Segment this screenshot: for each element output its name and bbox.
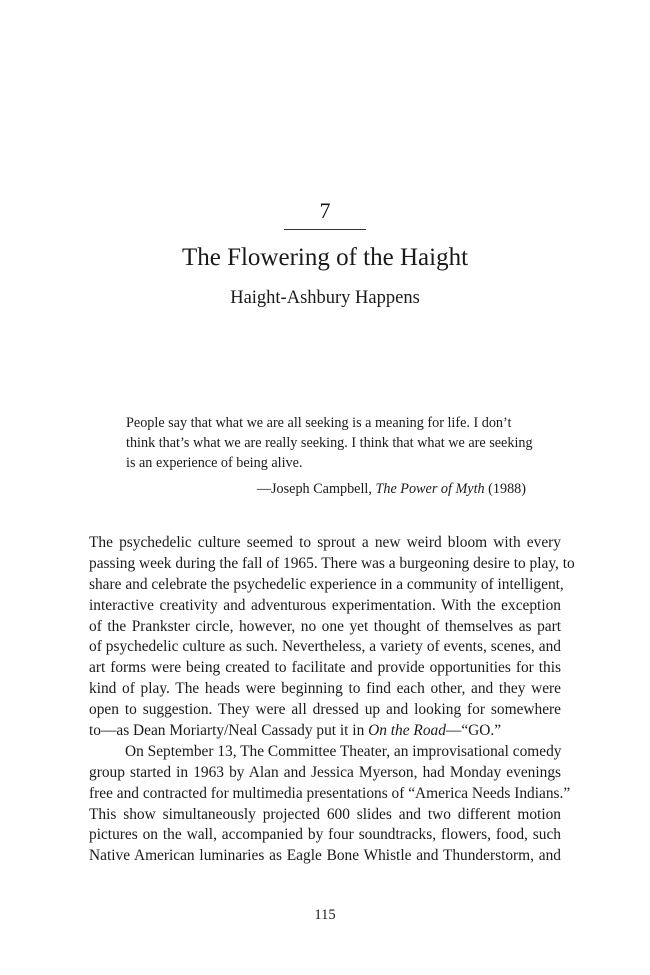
attribution-work-title: The Power of Myth	[375, 481, 485, 497]
body-line: This show simultaneously projected 600 slides and two different motion	[89, 805, 561, 823]
body-line: of psychedelic culture as such. Nevertheless, a variety of events, scenes, and	[89, 638, 561, 656]
page-number: 115	[314, 907, 336, 923]
epigraph-attribution	[126, 479, 526, 499]
chapter-subtitle: Haight-Ashbury Happens	[230, 288, 420, 308]
body-line: of the Prankster circle, however, no one yet thought of themselves as part	[89, 617, 561, 635]
epigraph-line: is an experience of being alive.	[126, 455, 303, 471]
body-text	[89, 533, 575, 867]
epigraph-line: think that’s what we are really seeking. I think that what we are seeking	[126, 435, 533, 451]
body-line: group started in 1963 by Alan and Jessica Myerson, had Monday evenings	[89, 763, 561, 781]
attribution-year: (1988)	[484, 481, 526, 497]
body-line: open to suggestion. They were all dressed up and looking for somewhere	[89, 701, 561, 719]
chapter-number: 7	[319, 198, 331, 223]
body-line-text: —“GO.”	[445, 722, 502, 740]
body-line-paragraph-end	[89, 721, 561, 742]
body-line-paragraph-start: On September 13, The Committee Theater, an improvisational comedy	[125, 742, 562, 760]
body-line: pictures on the wall, accompanied by four soundtracks, flowers, food, such	[89, 826, 561, 844]
body-line: free and contracted for multimedia presentations of “America Needs Indians.”	[89, 784, 571, 802]
body-line: kind of play. The heads were beginning to find each other, and they were	[89, 680, 561, 698]
body-line-text: to—as Dean Moriarty/Neal Cassady put it in	[89, 722, 369, 740]
chapter-title: The Flowering of the Haight	[181, 244, 469, 271]
body-line: The psychedelic culture seemed to sprout a new weird bloom with every	[89, 534, 561, 551]
body-line: interactive creativity and adventurous experimentation. With the exception	[89, 596, 561, 614]
epigraph-line: People say that what we are all seeking is a meaning for life. I don’t	[126, 415, 512, 431]
book-title-on-the-road: On the Road	[368, 722, 446, 740]
body-line: art forms were being created to facilitate and provide opportunities for this	[89, 659, 561, 677]
body-line: passing week during the fall of 1965. There was a burgeoning desire to play, to	[89, 554, 575, 572]
attribution-author: —Joseph Campbell,	[256, 481, 376, 497]
epigraph-quote	[126, 413, 533, 473]
body-line: share and celebrate the psychedelic experience in a community of intelligent,	[89, 575, 564, 593]
body-line: Native American luminaries as Eagle Bone Whistle and Thunderstorm, and	[89, 847, 561, 865]
chapter-rule-divider	[284, 229, 366, 230]
